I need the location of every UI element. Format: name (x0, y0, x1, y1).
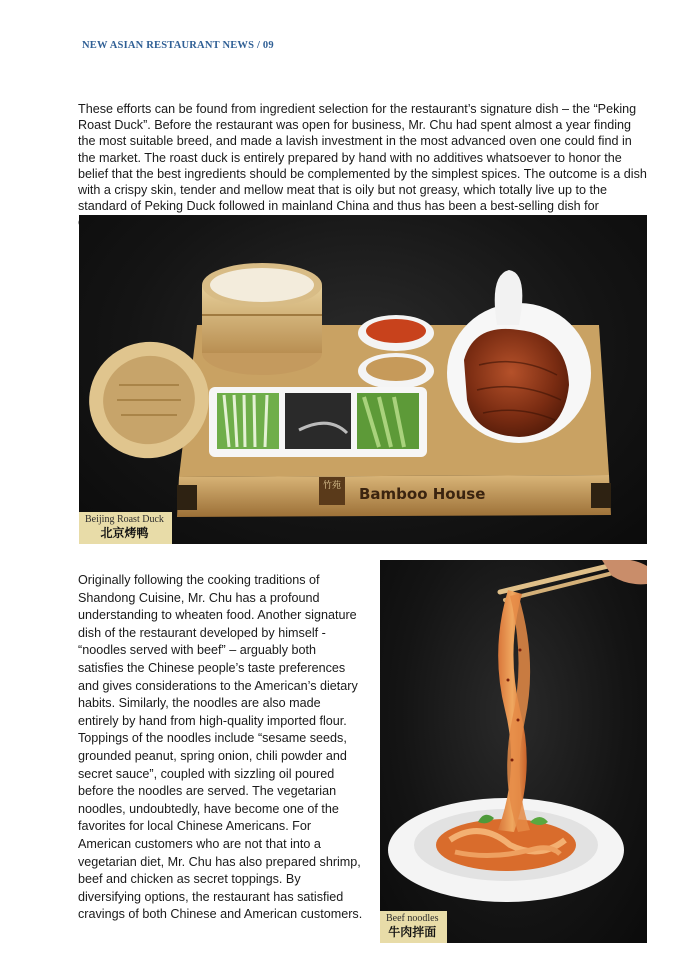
running-head: NEW ASIAN RESTAURANT NEWS / 09 (82, 40, 274, 51)
beef-noodles-photo (380, 560, 647, 943)
duck-head-ornament (495, 270, 523, 325)
tray-logo-text: 竹苑 (322, 481, 342, 491)
beef-noodles-caption-zh: 牛肉拌面 (388, 925, 437, 939)
roast-duck-photo (79, 215, 647, 544)
pancakes (210, 268, 314, 302)
roast-duck-illustration (79, 215, 647, 544)
roast-duck-caption (79, 512, 172, 544)
roast-duck-caption-en: Beijing Roast Duck (85, 514, 164, 525)
roast-duck-slices (464, 329, 569, 437)
beef-noodles-caption (380, 911, 447, 943)
roast-duck-caption-zh: 北京烤鸭 (100, 526, 149, 540)
tray-brand-text: Bamboo House (359, 485, 486, 503)
article-paragraph-2: Originally following the cooking traditions of Shandong Cuisine, Mr. Chu has a profound understanding to wheaten food. Another signature dish of the restaurant developed by himself - “noodles served with beef” – arguably both satisfies the Chinese people’s taste preferences and gives considerations to the American’s dietary habits. Similarly, the noodles are also made entirely by hand from high-quality imported flour. Toppings of the noodles include “sesame seeds, grounded peanut, spring onion, chili powder and secret sauce”, coupled with sizzling oil poured before the noodles are served. The vegetarian noodles, undoubtedly, have become one of the favorites for local Chinese Americans. For American customers who are not that into a vegetarian diet, Mr. Chu has also prepared shrimp, beef and chicken as secret toppings. By diversifying options, the restaurant has satisfied cravings of both Chinese and American customers. (78, 573, 363, 922)
beef-noodles-caption-en: Beef noodles (386, 913, 439, 924)
beef-noodles-illustration (380, 560, 647, 943)
article-paragraph-1: These efforts can be found from ingredient selection for the restaurant’s signature dish – the “Peking Roast Duck”. Before the restaurant was open for business, Mr. Chu had spent almost a year finding the most suitable breed, and made a lavish investment in the most advanced oven one could find in the market. The roast duck is entirely prepared by hand with no additives whatsoever to honor the belief that the best ingredients should be complemented by the simplest spices. The outcome is a dish with a crispy skin, tender and mellow meat that is oily but not greasy, which totally live up to the standard of Peking Duck followed in mainland China and thus has been a best-selling dish for (78, 102, 647, 214)
